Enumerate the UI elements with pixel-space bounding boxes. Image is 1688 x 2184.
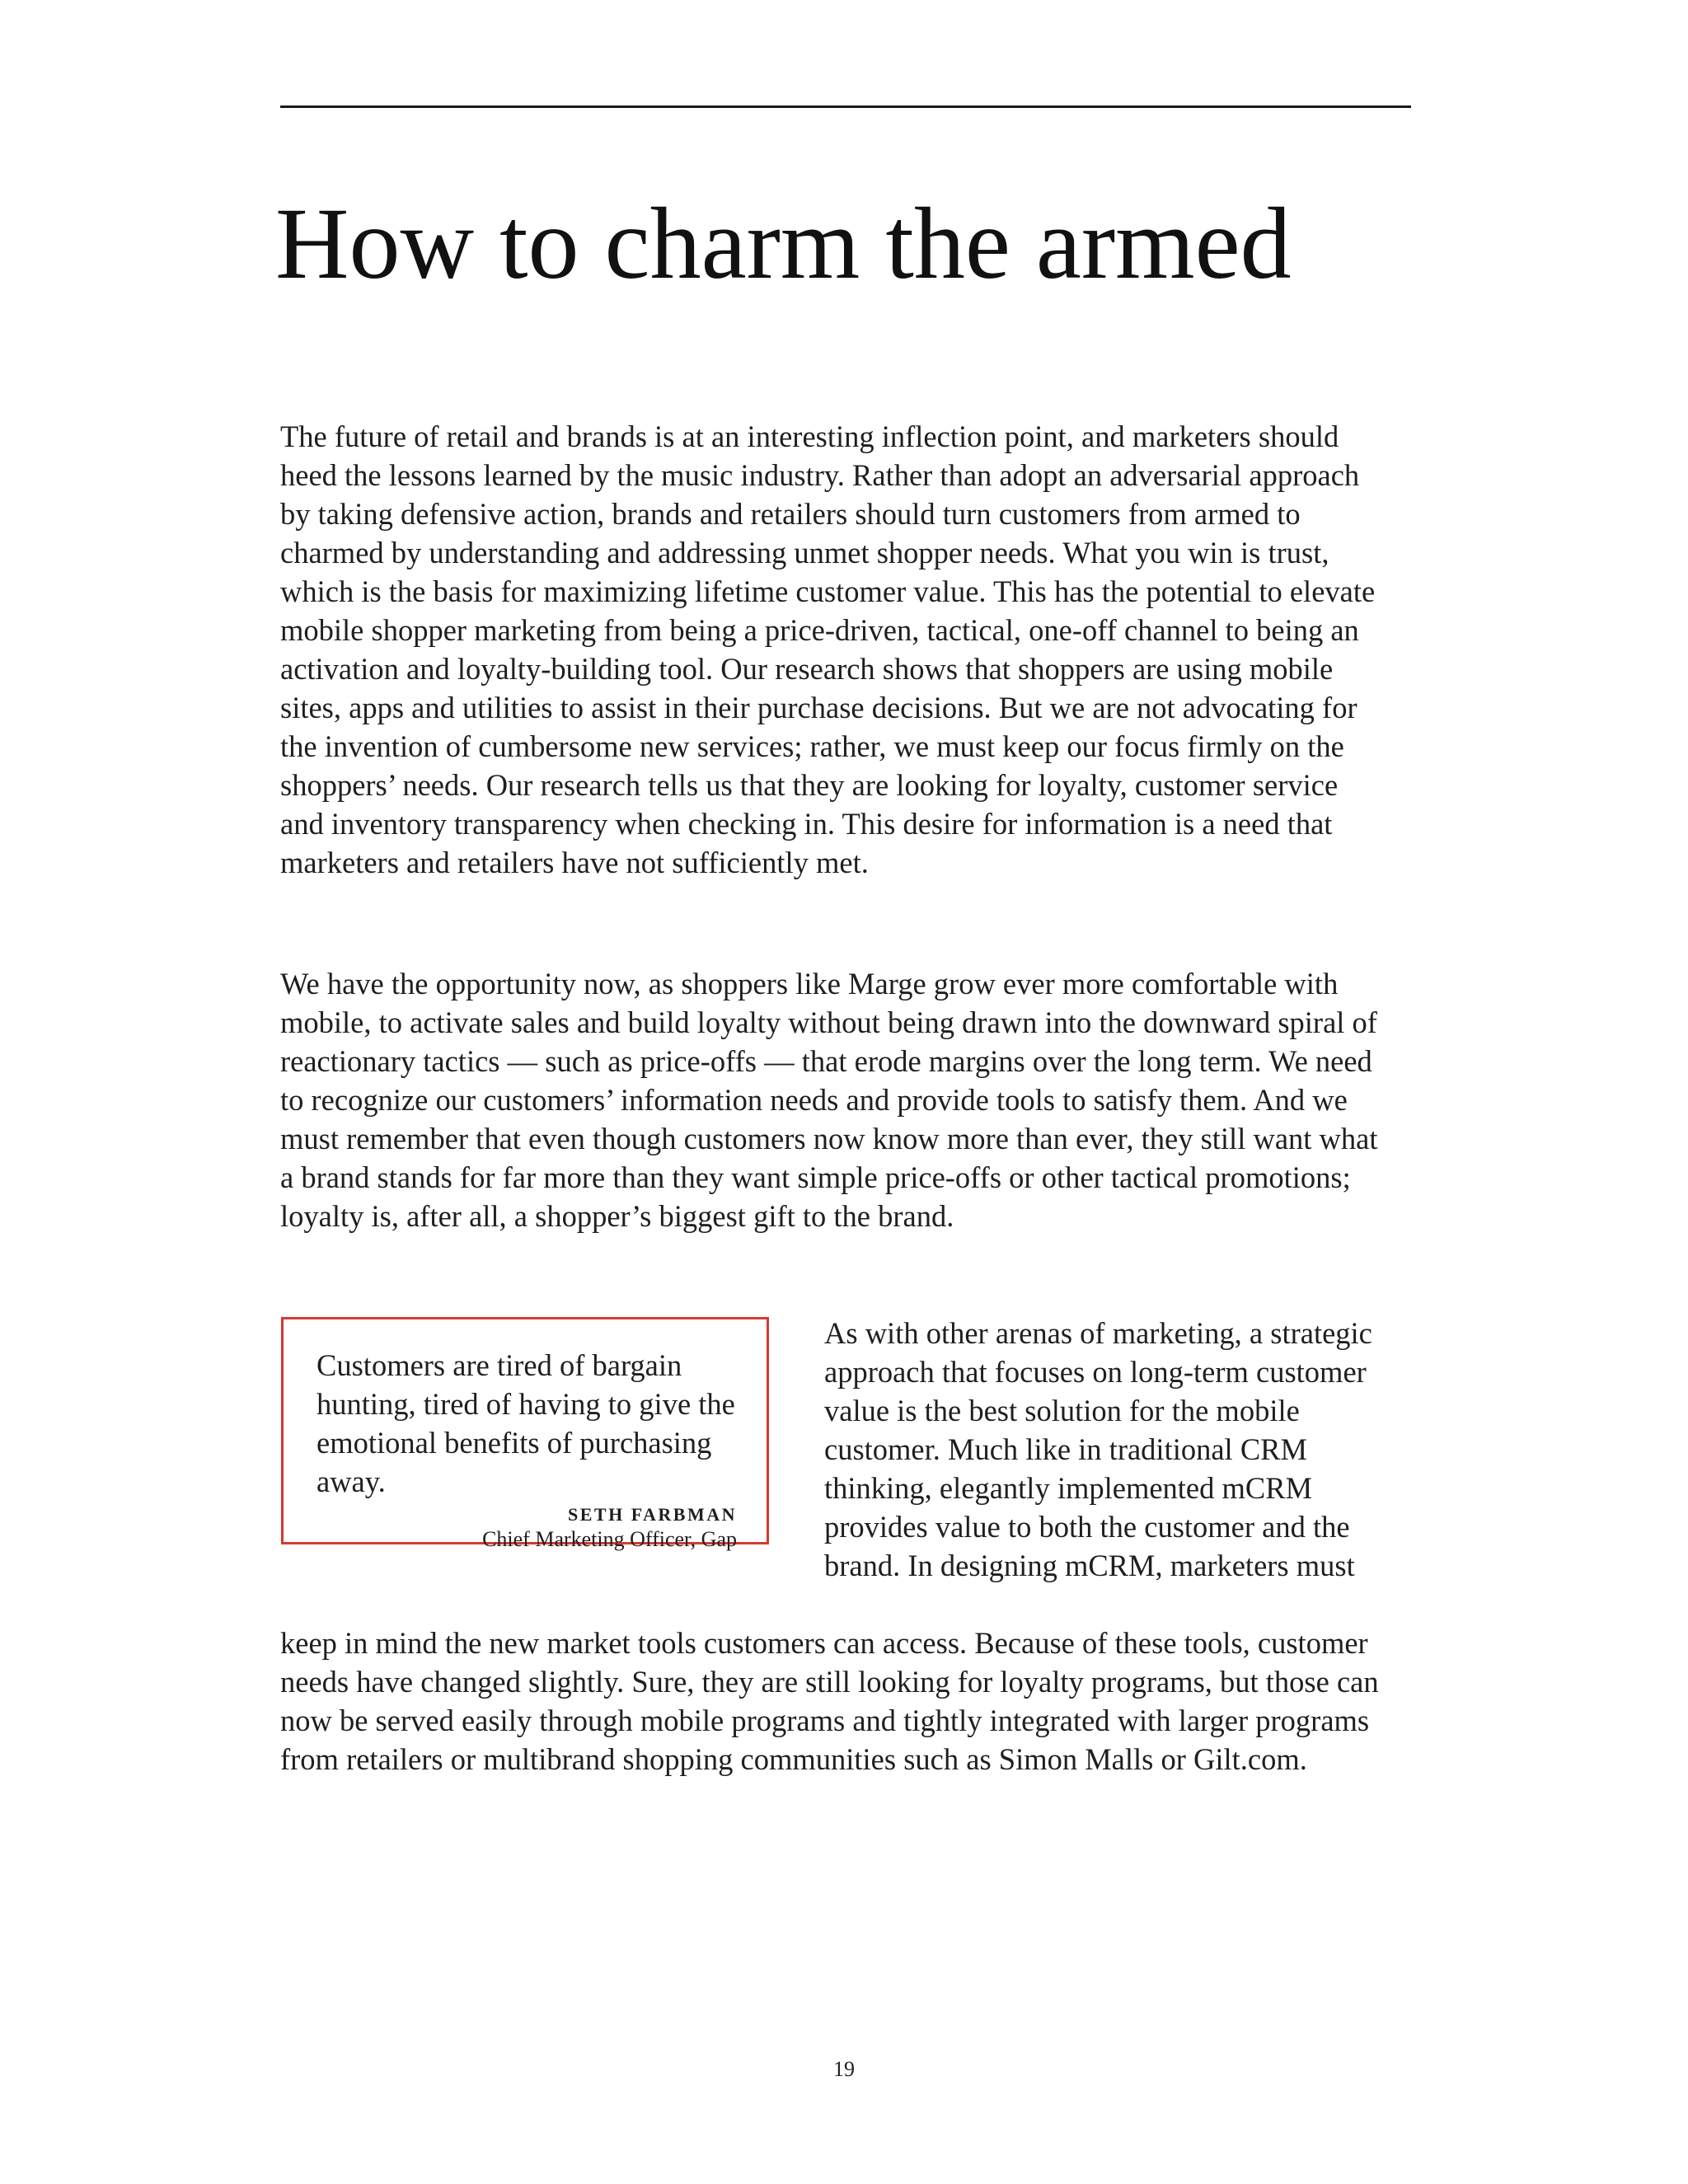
pull-quote-attribution-role: Chief Marketing Officer, Gap: [482, 1527, 737, 1551]
body-paragraph-1: The future of retail and brands is at an interesting inflection point, and marketers should heed the lessons learned by the music industry. Rather than adopt an adversarial approach by taking defensive action, brands and retailers should turn customers from armed to charmed by understanding and addressing unmet shopper needs. What you win is trust, which is the basis for maximizing lifetime customer value. This has the potential to elevate mobile shopper marketing from being a price-driven, tactical, one-off channel to being an activation and loyalty-building tool. Our research shows that shoppers are using mobile sites, apps and utilities to assist in their purchase decisions. But we are not advocating for the invention of cumbersome new services; rather, we must keep our focus firmly on the shoppers’ needs. Our research tells us that they are looking for loyalty, customer service and inventory transparency when checking in. This desire for information is a need that marketers and retailers have not sufficiently met.: [280, 419, 1376, 879]
pull-quote-attribution-name: SETH FARBMAN: [568, 1504, 737, 1525]
body-paragraph-3-continued: keep in mind the new market tools customers can access. Because of these tools, customer needs have changed slightly. Sure, they are still looking for loyalty programs, but those can now be served easily through mobile programs and tightly integrated with larger programs from retailers or multibrand shopping communities such as Simon Malls or Gilt.com.: [280, 1626, 1379, 1776]
body-paragraph-3: As with other arenas of marketing, a strategic approach that focuses on long-term customer value is the best solution for the mobile customer. Much like in traditional CRM thinking, elegantly implemented mCRM provides value to both the customer and the brand. In designing mCRM, marketers must: [824, 1316, 1372, 1582]
page-title: How to charm the armed: [275, 187, 1292, 300]
top-rule: [280, 105, 1411, 108]
page-number: 19: [833, 2057, 855, 2081]
body-paragraph-2: We have the opportunity now, as shoppers like Marge grow ever more comfortable with mobile, to activate sales and build loyalty without being drawn into the downward spiral of reactionary tactics — such as price-offs — that erode margins over the long term. We need to recognize our customers’ information needs and provide tools to satisfy them. And we must remember that even though customers now know more than ever, they still want what a brand stands for far more than they want simple price-offs or other tactical promotions; loyalty is, after all, a shopper’s biggest gift to the brand.: [280, 967, 1378, 1233]
pull-quote-box: [281, 1317, 769, 1551]
pull-quote-text: Customers are tired of bargain hunting, tired of having to give the emotional benefits of purchasing away.: [316, 1348, 735, 1498]
